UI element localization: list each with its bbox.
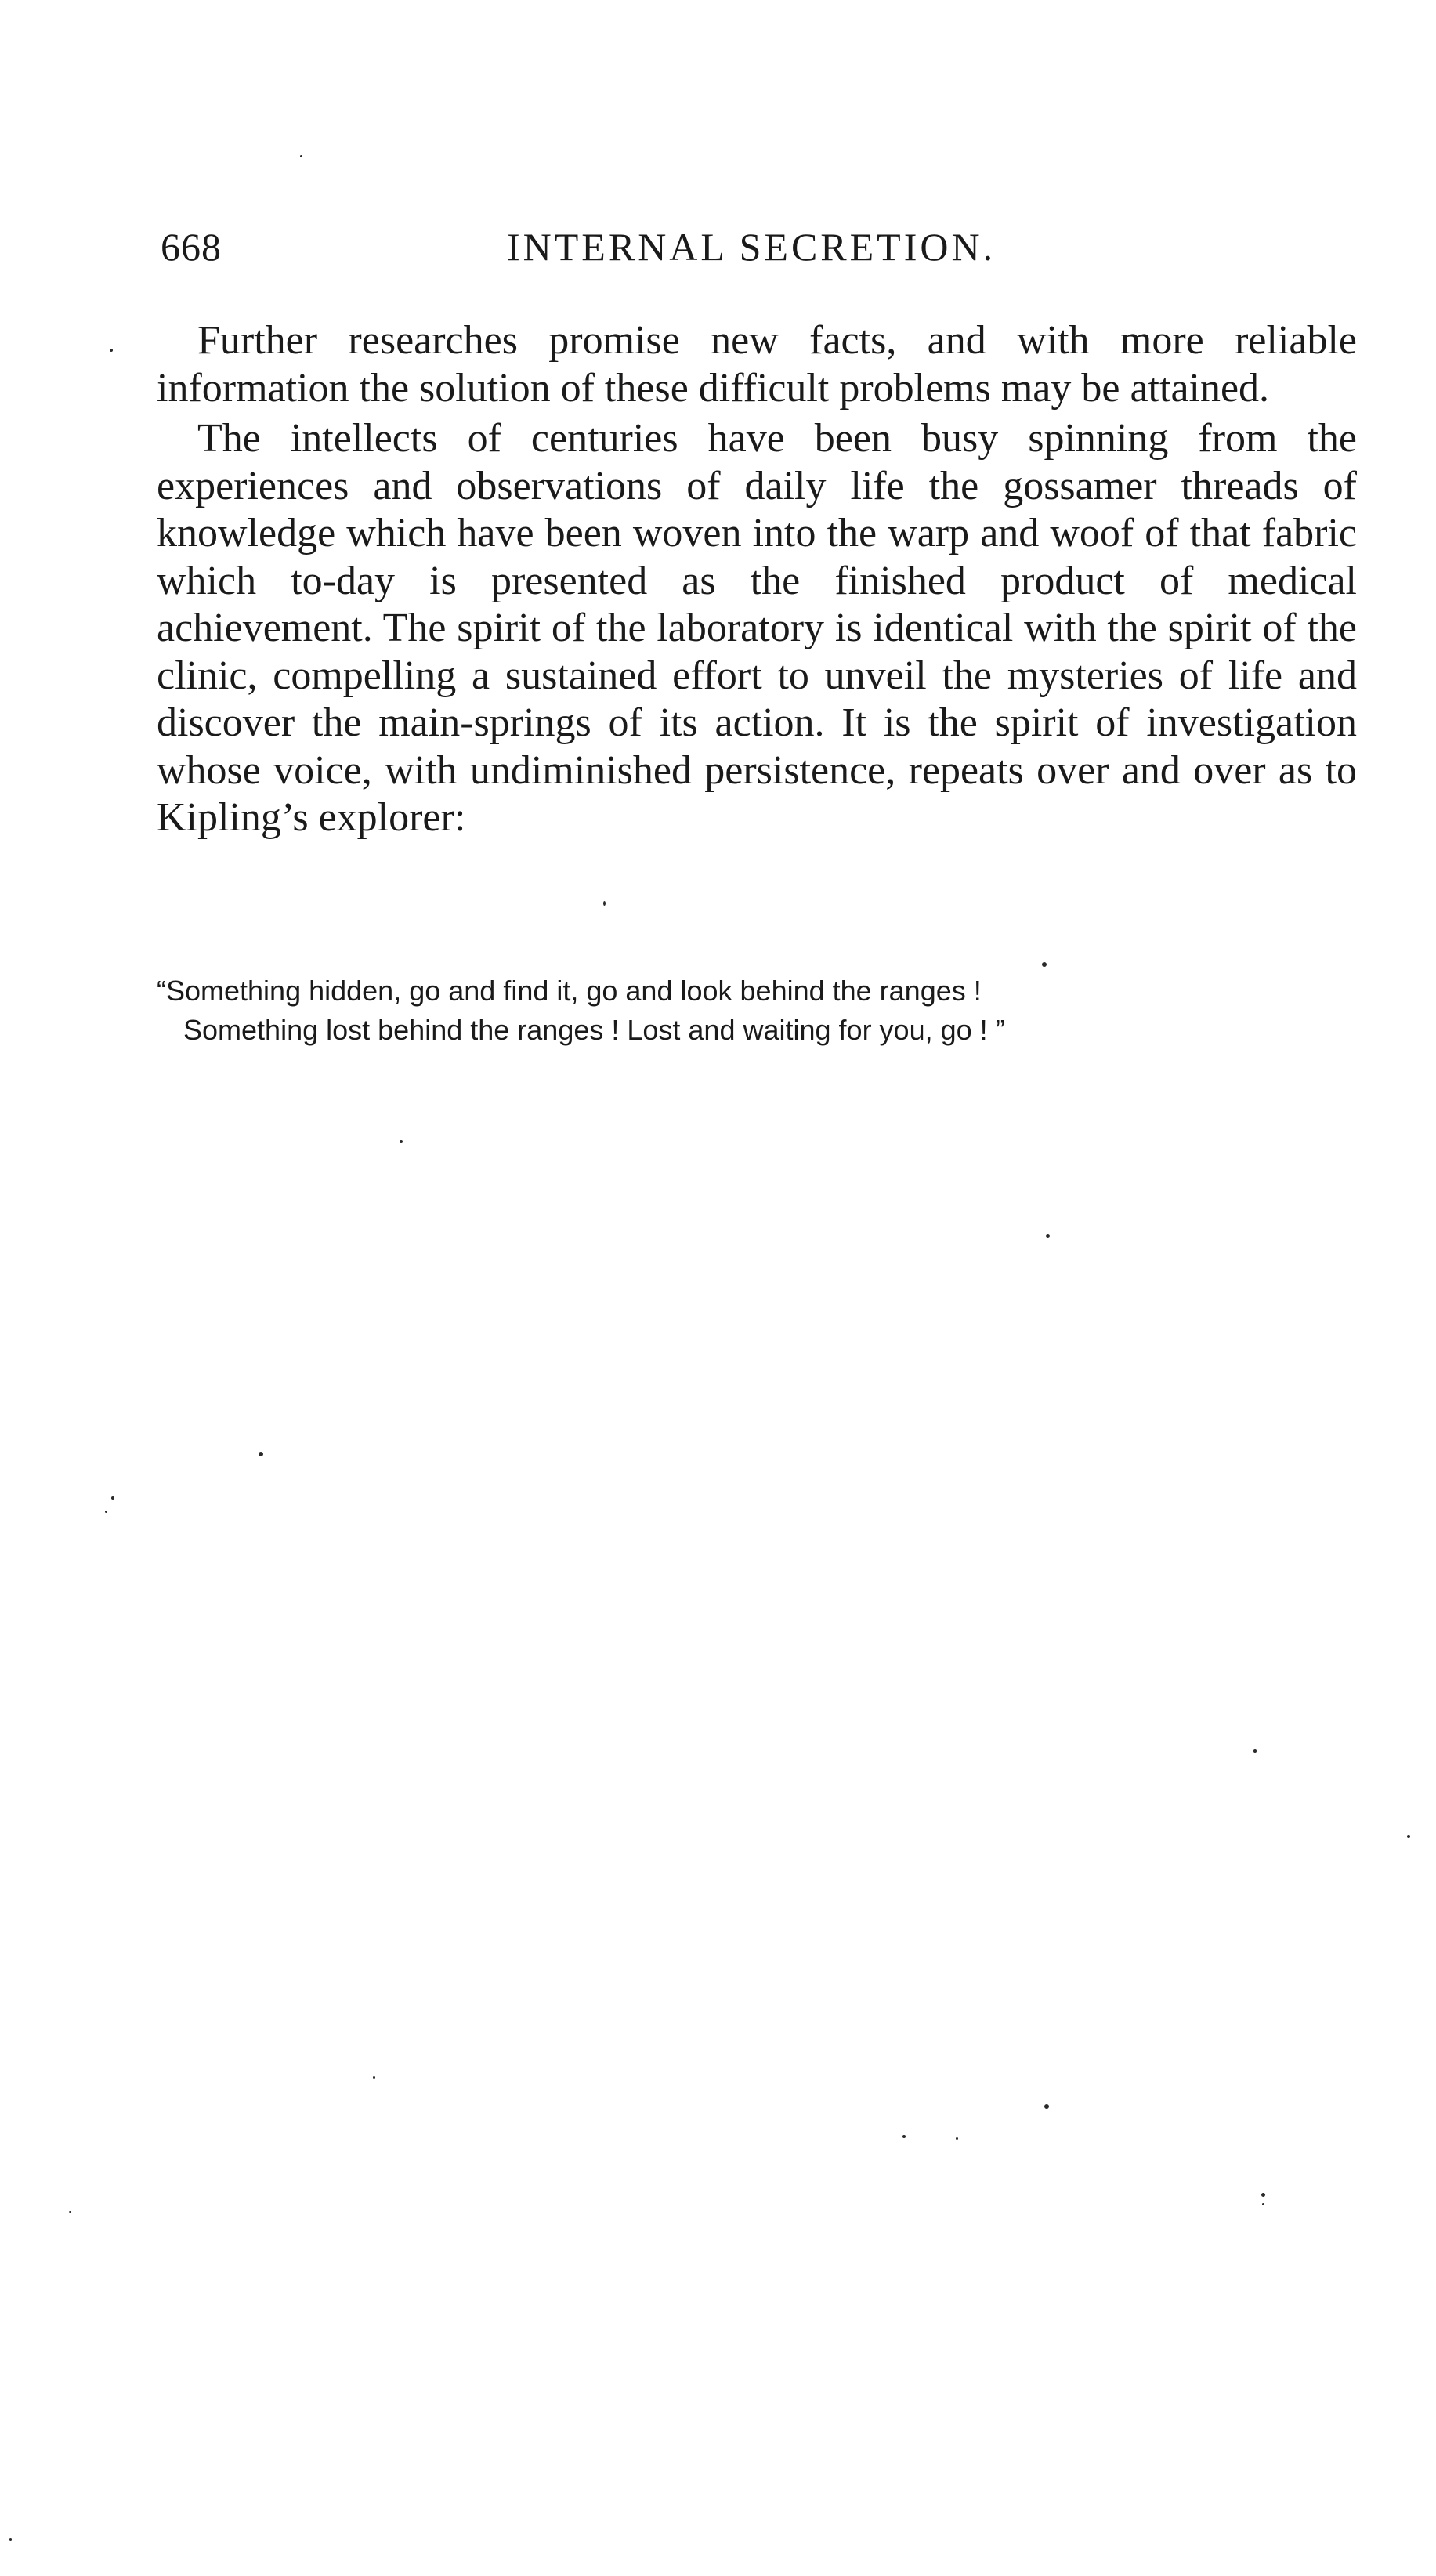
- paragraph-1: Further researches promise new facts, and with more reliable information the solution of these difficult problems may be attained.: [157, 318, 1357, 411]
- scan-speck: [956, 2137, 958, 2140]
- scan-speck: [1044, 2104, 1049, 2109]
- scan-speck: [1262, 2203, 1264, 2205]
- body-text: [157, 317, 1357, 842]
- scan-speck: [1042, 962, 1047, 967]
- scan-speck: [111, 1496, 114, 1500]
- scan-speck: [105, 1511, 107, 1513]
- running-head: [161, 223, 1062, 270]
- scan-speck: [902, 2135, 906, 2138]
- scan-speck: [1046, 1234, 1050, 1238]
- scan-speck: [110, 349, 113, 352]
- scan-speck: [1261, 2193, 1265, 2197]
- quotation-line-1: “Something hidden, go and find it, go and look behind the ranges !: [157, 975, 982, 1007]
- scan-speck: [300, 155, 302, 157]
- running-title: INTERNAL SECRETION.: [507, 225, 997, 269]
- scan-speck: [373, 2076, 375, 2079]
- scan-speck: [69, 2211, 71, 2213]
- scan-speck: [603, 901, 606, 906]
- scan-speck: [9, 2538, 12, 2541]
- page-number: 668: [161, 225, 222, 269]
- scan-speck: [1407, 1835, 1410, 1838]
- paragraph-2: The intellects of centuries have been busy spinning from the experiences and observations of daily life the gossamer threads of knowledge which have been woven into the warp and woof of that fabric which to-day is presented as the finished product of medical achievement. The spirit of the laboratory is identical with the spirit of the clinic, compelling a sustained effort to unveil the mysteries of life and discover the main-springs of its action. It is the spirit of investigation whose voice, with undiminished persistence, repeats over and over as to Kipling’s explorer:: [157, 416, 1357, 840]
- scan-speck: [400, 1140, 403, 1143]
- quotation-line-2: Something lost behind the ranges ! Lost and waiting for you, go ! ”: [183, 1014, 1005, 1046]
- scan-speck: [259, 1452, 263, 1456]
- kipling-quotation: [157, 971, 1332, 1050]
- scan-speck: [1253, 1749, 1257, 1753]
